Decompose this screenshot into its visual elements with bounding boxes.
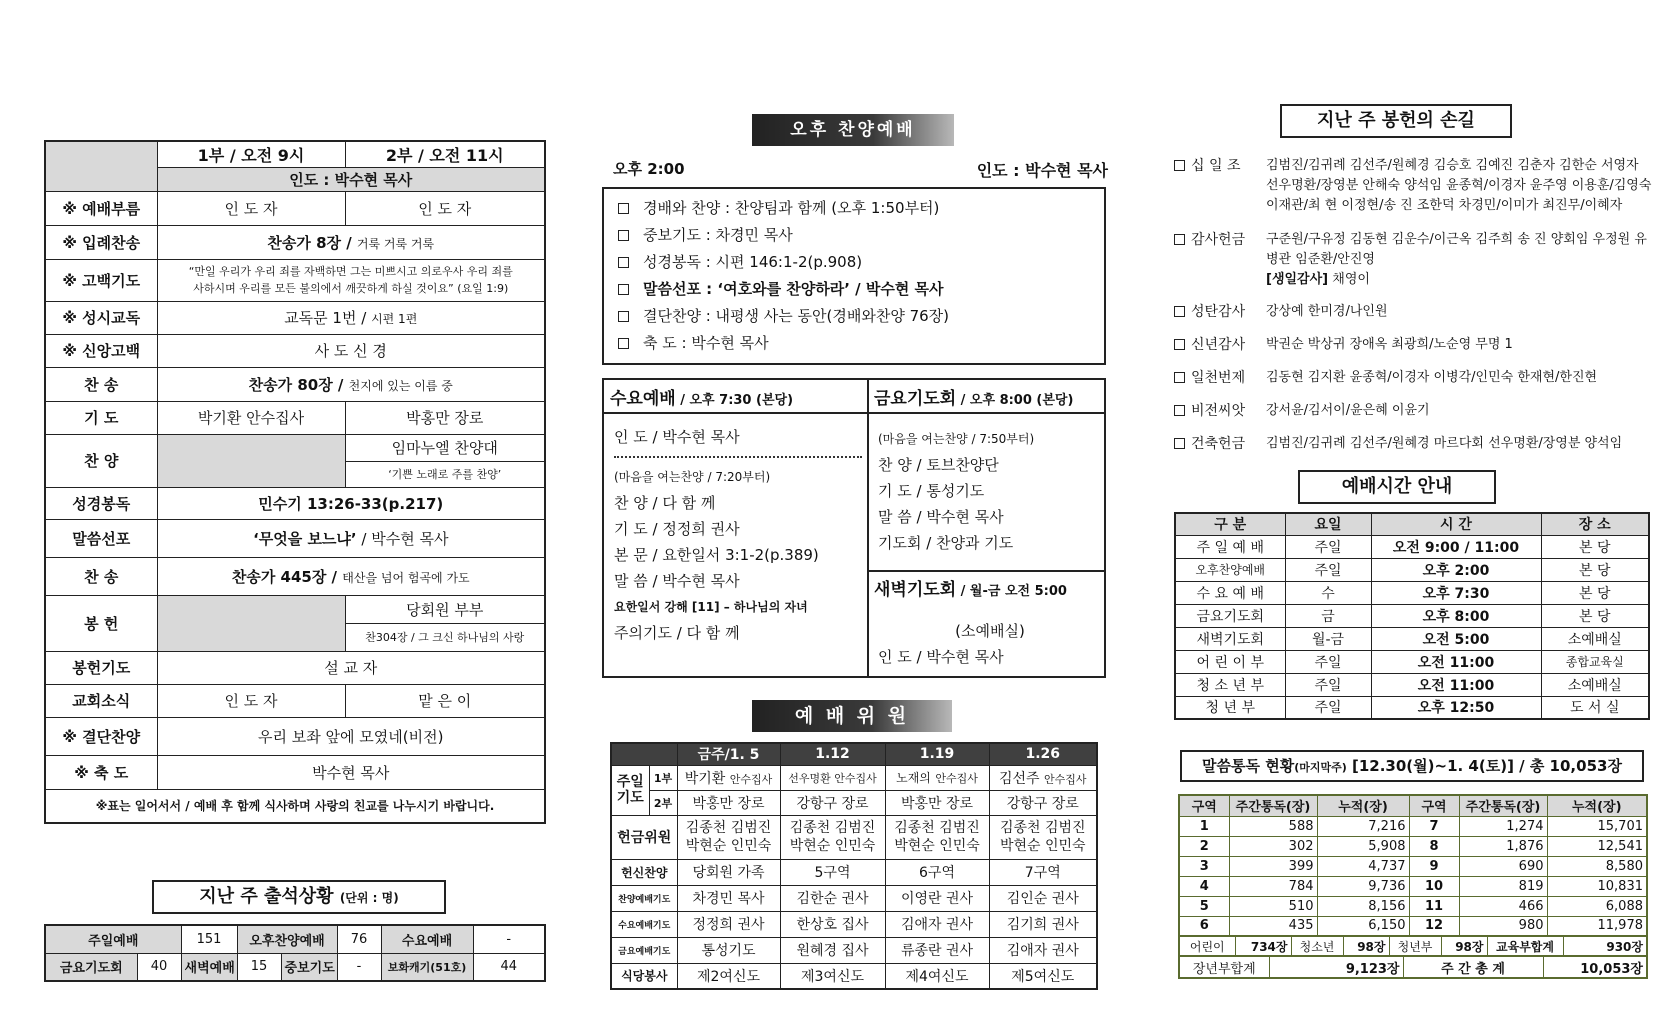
dawn-title: 새벽기도회 / 월-금 오전 5:00: [874, 580, 1067, 600]
order-value: 당회원 부부: [345, 595, 545, 623]
attendance-label: 수요예배: [381, 925, 473, 953]
servers-cell: 제2여신도: [677, 963, 780, 989]
schedule-header: 구 분: [1175, 513, 1285, 535]
attendance-label: 주일예배: [45, 925, 181, 953]
servers-cell: 7구역: [989, 859, 1097, 885]
attendance-value: 44: [473, 953, 545, 981]
order-label: ※ 축 도: [45, 755, 157, 789]
afternoon-leader: 인도 : 박수현 목사: [976, 161, 1108, 180]
servers-cell: 김종천 김범진 박현순 인민숙: [885, 815, 989, 859]
servers-cell: 김인순 권사: [989, 885, 1097, 911]
attendance-value: -: [473, 925, 545, 953]
order-label: ※ 성시교독: [45, 301, 157, 334]
reading-cell: 15,701: [1547, 816, 1647, 836]
order-value: 인 도 자: [157, 684, 345, 717]
order-label: 봉헌기도: [45, 651, 157, 684]
order-value: 찬송가 445장 / 태산을 넘어 험곡에 가도: [157, 557, 545, 595]
order-label: ※ 고백기도: [45, 259, 157, 301]
reading-cell: 8,156: [1317, 896, 1409, 916]
order-value: 맡 은 이: [345, 684, 545, 717]
reading-cell: 7,216: [1317, 816, 1409, 836]
offering-item: 일천번제 김동현 김지환 윤종혁/이경자 이병각/인민숙 한재현/한진현: [1174, 368, 1652, 388]
offerings-list: [1174, 156, 1652, 454]
servers-cell: 제5여신도: [989, 963, 1097, 989]
reading-cell: 588: [1229, 816, 1317, 836]
servers-label: 헌신찬양: [611, 859, 677, 885]
attendance-label: 오후찬양예배: [237, 925, 337, 953]
schedule-cell: 본 당: [1541, 581, 1649, 604]
schedule-cell: 주 일 예 배: [1175, 535, 1285, 558]
reading-header: 누적(장): [1547, 795, 1647, 816]
schedule-cell: 새벽기도회: [1175, 627, 1285, 650]
reading-cell: 980: [1459, 916, 1547, 936]
schedule-cell: 오전 9:00 / 11:00: [1371, 535, 1541, 558]
schedule-cell: 본 당: [1541, 558, 1649, 581]
order-value: 사 도 신 경: [157, 334, 545, 367]
servers-date: 1.19: [885, 743, 989, 765]
attendance-value: 40: [137, 953, 181, 981]
checkbox-icon: [1174, 306, 1185, 317]
servers-cell: 김선주 안수집사: [989, 765, 1097, 790]
order-value: 찬송가 8장 / 거룩 거룩 거룩: [157, 225, 545, 259]
checkbox-icon: [1174, 372, 1185, 383]
order-value: ‘기쁜 노래로 주를 찬양’: [345, 461, 545, 487]
reading-cell: 12: [1409, 916, 1459, 936]
order-empty: [157, 434, 345, 487]
reading-cell: 11: [1409, 896, 1459, 916]
schedule-cell: 청 년 부: [1175, 696, 1285, 719]
schedule-cell: 오전 11:00: [1371, 650, 1541, 673]
order-part2: 2부 / 오전 11시: [345, 141, 545, 167]
servers-cell: 5구역: [780, 859, 885, 885]
attendance-value: -: [337, 953, 381, 981]
schedule-header: 장 소: [1541, 513, 1649, 535]
reading-cell: 6: [1179, 916, 1229, 936]
schedule-cell: 오전 5:00: [1371, 627, 1541, 650]
schedule-title: 예배시간 안내: [1298, 470, 1496, 504]
checkbox-icon: [1174, 438, 1185, 449]
reading-cell: 8,580: [1547, 856, 1647, 876]
reading-cell: 1,274: [1459, 816, 1547, 836]
order-label: ※ 신앙고백: [45, 334, 157, 367]
servers-cell: 박홍만 장로: [885, 790, 989, 815]
reading-header: 구역: [1409, 795, 1459, 816]
reading-cell: 10,831: [1547, 876, 1647, 896]
reading-cell: 5,908: [1317, 836, 1409, 856]
order-label: ※ 예배부름: [45, 191, 157, 225]
reading-cell: 399: [1229, 856, 1317, 876]
schedule-cell: 본 당: [1541, 535, 1649, 558]
schedule-cell: 소예배실: [1541, 627, 1649, 650]
servers-cell: 이영란 권사: [885, 885, 989, 911]
order-value: 임마누엘 찬양대: [345, 434, 545, 461]
reading-cell: 6,088: [1547, 896, 1647, 916]
reading-cell: 10: [1409, 876, 1459, 896]
summary-value: 930장: [1563, 936, 1647, 956]
servers-cell: 김기희 권사: [989, 911, 1097, 937]
offering-item: 신년감사 박권순 박상귀 장애옥 최광희/노순영 무명 1: [1174, 335, 1652, 355]
elder-total-label: 장년부합계: [1179, 956, 1269, 978]
order-value: 박홍만 장로: [345, 401, 545, 434]
reading-header: 주간통독(장): [1229, 795, 1317, 816]
schedule-cell: 금: [1285, 604, 1371, 627]
afternoon-item: 경배와 찬양 : 찬양팀과 함께 (오후 1:50부터): [618, 195, 1104, 222]
reading-totals: [1178, 955, 1648, 979]
order-table: [44, 140, 546, 824]
reading-cell: 1,876: [1459, 836, 1547, 856]
servers-cell: 박기환 안수집사: [677, 765, 780, 790]
schedule-cell: 도 서 실: [1541, 696, 1649, 719]
order-label: 봉 헌: [45, 595, 157, 651]
servers-table: [610, 742, 1098, 990]
servers-label: 헌금위원: [611, 815, 677, 859]
attendance-value: 15: [237, 953, 281, 981]
servers-cell: 제3여신도: [780, 963, 885, 989]
afternoon-title: 오후 찬양예배: [752, 114, 954, 146]
servers-date: 1.26: [989, 743, 1097, 765]
schedule-cell: 금요기도회: [1175, 604, 1285, 627]
servers-cell: 선우명환 안수집사: [780, 765, 885, 790]
checkbox-icon: [1174, 405, 1185, 416]
schedule-cell: 오후 12:50: [1371, 696, 1541, 719]
order-value: 박기환 안수집사: [157, 401, 345, 434]
checkbox-icon: [618, 311, 629, 322]
checkbox-icon: [618, 284, 629, 295]
servers-cell: 김애자 권사: [989, 937, 1097, 963]
servers-sub: 1부: [649, 765, 677, 790]
offering-item: 감사헌금 구준원/구유정 김동현 김운수/이근옥 김주희 송 진 양회임 우정원 유병관 임준환/안진영 [생일감사] 채영이: [1174, 230, 1652, 290]
reading-cell: 6,150: [1317, 916, 1409, 936]
order-label: 찬 송: [45, 367, 157, 401]
reading-cell: 9: [1409, 856, 1459, 876]
reading-header: 누적(장): [1317, 795, 1409, 816]
afternoon-item: 성경봉독 : 시편 146:1-2(p.908): [618, 249, 1104, 276]
reading-cell: 5: [1179, 896, 1229, 916]
attendance-label: 보화캐기(51호): [381, 953, 473, 981]
reading-cell: 302: [1229, 836, 1317, 856]
servers-cell: 6구역: [885, 859, 989, 885]
friday-title: 금요기도회 / 오후 8:00 (본당): [874, 389, 1074, 409]
order-empty: [157, 595, 345, 651]
servers-cell: 제4여신도: [885, 963, 989, 989]
checkbox-icon: [1174, 160, 1185, 171]
order-value: 인 도 자: [345, 191, 545, 225]
schedule-header: 시 간: [1371, 513, 1541, 535]
reading-cell: 2: [1179, 836, 1229, 856]
summary-label: 청소년: [1291, 936, 1343, 956]
order-value: 찬송가 80장 / 천지에 있는 이름 중: [157, 367, 545, 401]
reading-cell: 4: [1179, 876, 1229, 896]
servers-label: 식당봉사: [611, 963, 677, 989]
afternoon-item: 중보기도 : 차경민 목사: [618, 222, 1104, 249]
schedule-cell: 청 소 년 부: [1175, 673, 1285, 696]
order-value: ‘무엇을 보느냐’ / 박수현 목사: [157, 519, 545, 557]
order-label: ※ 입례찬송: [45, 225, 157, 259]
offering-item: 비전씨앗 강서윤/김서이/윤은혜 이윤기: [1174, 401, 1652, 421]
servers-cell: 김종천 김범진 박현순 인민숙: [780, 815, 885, 859]
order-label: 말씀선포: [45, 519, 157, 557]
order-value: 인 도 자: [157, 191, 345, 225]
order-label: 기 도: [45, 401, 157, 434]
reading-cell: 510: [1229, 896, 1317, 916]
schedule-table: [1174, 512, 1650, 720]
servers-cell: 정정희 권사: [677, 911, 780, 937]
schedule-cell: 주일: [1285, 558, 1371, 581]
checkbox-icon: [618, 203, 629, 214]
order-value: 민수기 13:26-33(p.217): [157, 487, 545, 519]
servers-cell: 차경민 목사: [677, 885, 780, 911]
order-value: 박수현 목사: [157, 755, 545, 789]
servers-cell: 박홍만 장로: [677, 790, 780, 815]
servers-date: 1.12: [780, 743, 885, 765]
reading-cell: 819: [1459, 876, 1547, 896]
schedule-header: 요일: [1285, 513, 1371, 535]
friday-list: (마음을 여는찬양 / 7:50부터) 찬 양 / 토브찬양단 기 도 / 통성기도 말 씀 / 박수현 목사 기도회 / 찬양과 기도: [878, 432, 1035, 552]
order-value: 교독문 1번 / 시편 1편: [157, 301, 545, 334]
servers-cell: 류종란 권사: [885, 937, 989, 963]
afternoon-item: 축 도 : 박수현 목사: [618, 330, 1104, 357]
order-corner: [45, 141, 157, 191]
afternoon-item: 말씀선포 : ‘여호와를 찬양하라’ / 박수현 목사: [618, 276, 1104, 303]
order-label: 찬 양: [45, 434, 157, 487]
schedule-cell: 오후 8:00: [1371, 604, 1541, 627]
reading-cell: 435: [1229, 916, 1317, 936]
summary-label: 청년부: [1389, 936, 1441, 956]
attendance-table: [44, 924, 546, 982]
checkbox-icon: [618, 257, 629, 268]
servers-label: 주일기도: [611, 765, 649, 815]
reading-cell: 11,978: [1547, 916, 1647, 936]
offering-item: 성탄감사 강상예 한미경/나인원: [1174, 302, 1652, 322]
weekly-total-value: 10,053장: [1543, 956, 1647, 978]
schedule-cell: 주일: [1285, 535, 1371, 558]
servers-label: 금요예배기도: [611, 937, 677, 963]
schedule-cell: 종합교육실: [1541, 650, 1649, 673]
attendance-label: 새벽예배: [181, 953, 237, 981]
reading-cell: 3: [1179, 856, 1229, 876]
servers-cell: 당회원 가족: [677, 859, 780, 885]
attendance-label: 중보기도: [281, 953, 337, 981]
summary-value: 98장: [1343, 936, 1389, 956]
order-value: 우리 보좌 앞에 모였네(비전): [157, 717, 545, 755]
servers-cell: 통성기도: [677, 937, 780, 963]
order-label: 성경봉독: [45, 487, 157, 519]
reading-header: 주간통독(장): [1459, 795, 1547, 816]
order-label: 교회소식: [45, 684, 157, 717]
checkbox-icon: [1174, 339, 1185, 350]
summary-value: 98장: [1441, 936, 1487, 956]
elder-total-value: 9,123장: [1269, 956, 1403, 978]
schedule-cell: 본 당: [1541, 604, 1649, 627]
attendance-label: 금요기도회: [45, 953, 137, 981]
reading-summary: [1178, 935, 1648, 957]
afternoon-time: 오후 2:00: [613, 160, 685, 178]
offering-item: 십 일 조 김범진/김귀례 김선주/원혜경 김승호 김예진 김춘자 김한순 서영자 선우명환/장영분 안해숙 양석임 윤종혁/이경자 윤주영 이용훈/김영숙 이재관/최 현 이정현/송 진 조한덕 차경민/이미가 최진무/이혜자: [1174, 156, 1652, 216]
schedule-cell: 수 요 예 배: [1175, 581, 1285, 604]
summary-label: 교육부합계: [1487, 936, 1563, 956]
servers-cell: 강항구 장로: [780, 790, 885, 815]
order-intercessor: 인도 : 박수현 목사: [157, 167, 545, 191]
servers-sub: 2부: [649, 790, 677, 815]
servers-cell: 김종천 김범진 박현순 인민숙: [989, 815, 1097, 859]
attendance-value: 151: [181, 925, 237, 953]
schedule-cell: 월-금: [1285, 627, 1371, 650]
reading-cell: 4,737: [1317, 856, 1409, 876]
servers-date: 금주/1. 5: [677, 743, 780, 765]
checkbox-icon: [618, 338, 629, 349]
offerings-title: 지난 주 봉헌의 손길: [1280, 104, 1512, 138]
schedule-cell: 소예배실: [1541, 673, 1649, 696]
reading-cell: 466: [1459, 896, 1547, 916]
attendance-value: 76: [337, 925, 381, 953]
reading-table: [1178, 794, 1648, 937]
schedule-cell: 주일: [1285, 696, 1371, 719]
schedule-cell: 오후찬양예배: [1175, 558, 1285, 581]
servers-label: 수요예배기도: [611, 911, 677, 937]
reading-cell: 690: [1459, 856, 1547, 876]
servers-cell: 김종천 김범진 박현순 인민숙: [677, 815, 780, 859]
confession-text: “만일 우리가 우리 죄를 자백하면 그는 미쁘시고 의로우사 우리 죄를 사하시며 우리를 모든 불의에서 깨끗하게 하실 것이요” (요일 1:9): [157, 259, 545, 301]
reading-cell: 9,736: [1317, 876, 1409, 896]
afternoon-box: [602, 187, 1106, 365]
dawn-list: (소예배실) 인 도 / 박수현 목사: [878, 622, 1025, 666]
schedule-cell: 오후 7:30: [1371, 581, 1541, 604]
servers-cell: 김한순 권사: [780, 885, 885, 911]
schedule-cell: 주일: [1285, 650, 1371, 673]
weekday-box: [602, 378, 1106, 678]
reading-cell: 1: [1179, 816, 1229, 836]
schedule-cell: 수: [1285, 581, 1371, 604]
wednesday-list: 인 도 / 박수현 목사 (마음을 여는찬양 / 7:20부터) 찬 양 / 다 함 께 기 도 / 정정희 권사 본 문 / 요한일서 3:1-2(p.389) 말 씀 / 박수현 목사 요한일서 강해 [11] – 하나님의 자녀 주의기도 / 다 함 께: [614, 424, 862, 646]
schedule-cell: 오후 2:00: [1371, 558, 1541, 581]
weekly-total-label: 주 간 총 계: [1403, 956, 1543, 978]
schedule-cell: 오전 11:00: [1371, 673, 1541, 696]
reading-cell: 7: [1409, 816, 1459, 836]
order-footnote: ※표는 일어서서 / 예배 후 함께 식사하며 사랑의 친교를 나누시기 바랍니다.: [45, 789, 545, 823]
summary-label: 어린이: [1179, 936, 1235, 956]
servers-cell: 강항구 장로: [989, 790, 1097, 815]
afternoon-item: 결단찬양 : 내평생 사는 동안(경배와찬양 76장): [618, 303, 1104, 330]
servers-corner: [611, 743, 677, 765]
servers-cell: 노재의 안수집사: [885, 765, 989, 790]
offering-item: 건축헌금 김범진/김귀례 김선주/원혜경 마르다회 선우명환/장영분 양석임: [1174, 434, 1652, 454]
servers-cell: 한상호 집사: [780, 911, 885, 937]
servers-label: 찬양예배기도: [611, 885, 677, 911]
reading-cell: 12,541: [1547, 836, 1647, 856]
reading-header: 구역: [1179, 795, 1229, 816]
servers-cell: 김애자 권사: [885, 911, 989, 937]
schedule-cell: 주일: [1285, 673, 1371, 696]
servers-title: 예 배 위 원: [752, 700, 952, 732]
order-label: 찬 송: [45, 557, 157, 595]
order-label: ※ 결단찬양: [45, 717, 157, 755]
attendance-title: 지난 주 출석상황 (단위 : 명): [152, 880, 446, 914]
reading-cell: 8: [1409, 836, 1459, 856]
checkbox-icon: [618, 230, 629, 241]
checkbox-icon: [1174, 234, 1185, 245]
order-part1: 1부 / 오전 9시: [157, 141, 345, 167]
order-value: 찬304장 / 그 크신 하나님의 사랑: [345, 623, 545, 651]
schedule-cell: 어 린 이 부: [1175, 650, 1285, 673]
wednesday-title: 수요예배 / 오후 7:30 (본당): [610, 389, 794, 409]
summary-value: 734장: [1235, 936, 1291, 956]
servers-cell: 원혜경 집사: [780, 937, 885, 963]
reading-title: 말씀통독 현황(마지막주) [12.30(월)~1. 4(토)] / 총 10,053장: [1180, 750, 1644, 782]
order-value: 설 교 자: [157, 651, 545, 684]
reading-cell: 784: [1229, 876, 1317, 896]
